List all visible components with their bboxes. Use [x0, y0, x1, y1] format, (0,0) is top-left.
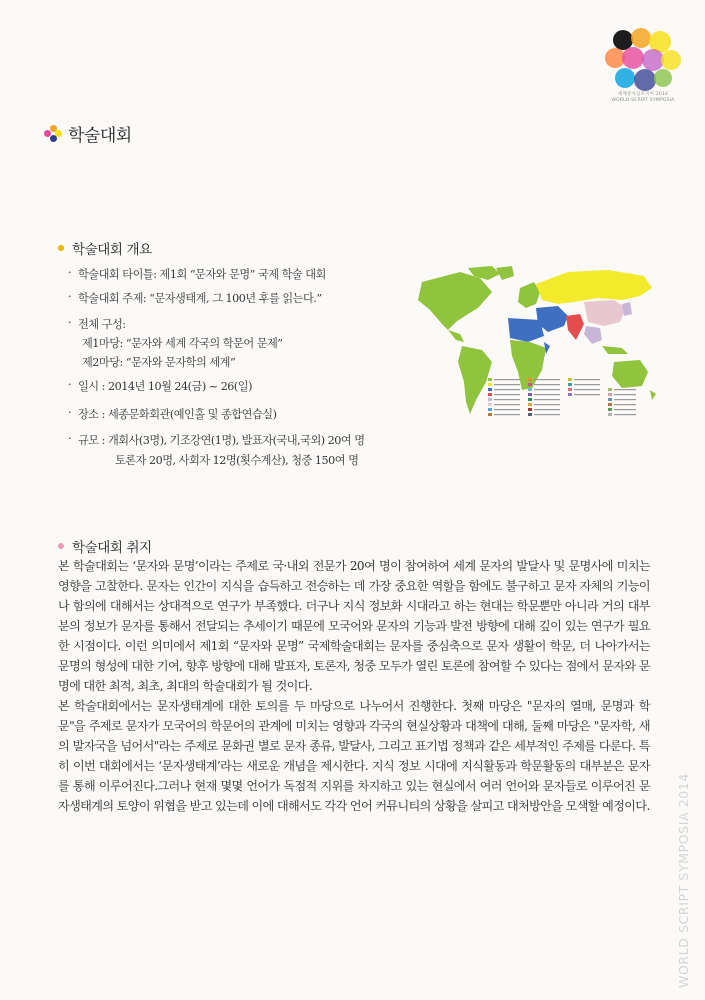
- pink-bullet-icon: [58, 543, 64, 549]
- page-title-text: 학술대회: [68, 126, 132, 146]
- side-text-label: WORLD SCRIPT SYMPOSIA 2014: [676, 773, 691, 988]
- overview-day2: 제2마당: “문자와 문자학의 세계”: [82, 356, 236, 369]
- overview-date: 일시 : 2014년 10월 24(금) ~ 26(일): [78, 380, 252, 393]
- overview-theme: 학술대회 주제: “문자생태계, 그 100년 후를 읽는다.”: [78, 292, 322, 305]
- yellow-bullet-icon: [58, 245, 64, 251]
- list-item: [66, 378, 446, 406]
- overview-list: [66, 266, 446, 468]
- overview-heading: [58, 238, 152, 258]
- overview-structure: 전체 구성:: [78, 318, 126, 331]
- purpose-heading: [58, 536, 152, 556]
- logo-caption-english: WORLD SCRIPT SYMPOSIA: [611, 98, 675, 103]
- page-title: [44, 121, 132, 146]
- list-item: [66, 406, 446, 432]
- side-text: [673, 740, 695, 990]
- list-item: [66, 290, 446, 316]
- overview-title: 학술대회 타이틀: 제1회 “문자와 문명” 국제 학술 대회: [78, 268, 326, 281]
- purpose-heading-text: 학술대회 취지: [72, 540, 152, 556]
- list-item: [66, 316, 446, 378]
- overview-day1: 제1마당: “문자와 세계 각국의 학문어 문제”: [82, 337, 283, 350]
- purpose-paragraph-2: 본 학술대회에서는 문자생태계에 대한 토의를 두 마당으로 나누어서 진행한다. 첫째 마당은 "문자의 열매, 문명과 학문"을 주제로 문자가 모국어의 학문어의 관계에 미치는 영향과 각국의 현실상황과 대책에 대해, 둘째 마당은 "문자학, 새의 발자국을 넘어서"라는 주제로 문화권 별로 문자 종류, 발달사, 그리고 표기법 정책과 같은 세부적인 주제를 다룬다. 특히 이번 대회에서는 ‘문자생태계’라는 새로운 개념을 제시한다. 지식 정보 시대에 지식활동과 학문활동의 대부분은 문자를 통해 이루어진다.그러나 현재 몇몇 언어가 독점적 지위를 차지하고 있는 현실에서 여러 언어와 문자들로 이루어진 문자생태계의 토양이 위협을 받고 있는데 이에 대해서도 각각 언어 커뮤니티의 상황을 살피고 대처방안을 모색할 예정이다.: [58, 699, 650, 813]
- purpose-paragraph-1: 본 학술대회는 ‘문자와 문명’이라는 주제로 국·내외 전문가 20여 명이 참여하여 세계 문자의 발달사 및 문명사에 미치는 영향을 고찰한다. 문자는 인간이 지식을 습득하고 전승하는 데 가장 중요한 역할을 함에도 불구하고 문자 자체의 기능이나 함의에 대해서는 상대적으로 연구가 부족했다. 더구나 지식 정보화 시대라고 하는 현대는 학문뿐만 아니라 거의 대부분의 정보가 문자를 통해서 전달되는 추세이기 때문에 모국어와 문자의 기능과 발전 방향에 대해 깊이 있는 연구가 필요한 시점이다. 이런 의미에서 제1회 “문자와 문명” 국제학술대회는 문자를 중심축으로 문자 생활이 학문, 더 나아가서는 문명의 형성에 대한 기여, 향후 방향에 대해 발표자, 토론자, 청중 모두가 열린 토론에 참여할 수 있다는 점에서 문자와 문명에 대한 최적, 최초, 최대의 학술대회가 될 것이다.: [58, 559, 650, 693]
- logo-caption: [596, 92, 690, 104]
- overview-scale: 규모 : 개회사(3명), 기조강연(1명), 발표자(국내,국외) 20여 명: [78, 434, 365, 447]
- list-item: [66, 432, 446, 468]
- list-item: [66, 266, 446, 290]
- symposium-logo-icon: [603, 28, 683, 94]
- world-script-map-icon: [408, 264, 660, 430]
- overview-heading-text: 학술대회 개요: [72, 242, 152, 258]
- logo-caption-korean: 세계문자심포지아 2014: [617, 92, 669, 97]
- overview-venue: 장소 : 세종문화회관(예인홀 및 종합연습실): [78, 408, 277, 421]
- flower-dots-icon: [44, 125, 62, 143]
- purpose-body: [58, 556, 650, 816]
- overview-scale-cont: 토론자 20명, 사회자 12명(횟수계산), 청중 150여 명: [115, 454, 359, 467]
